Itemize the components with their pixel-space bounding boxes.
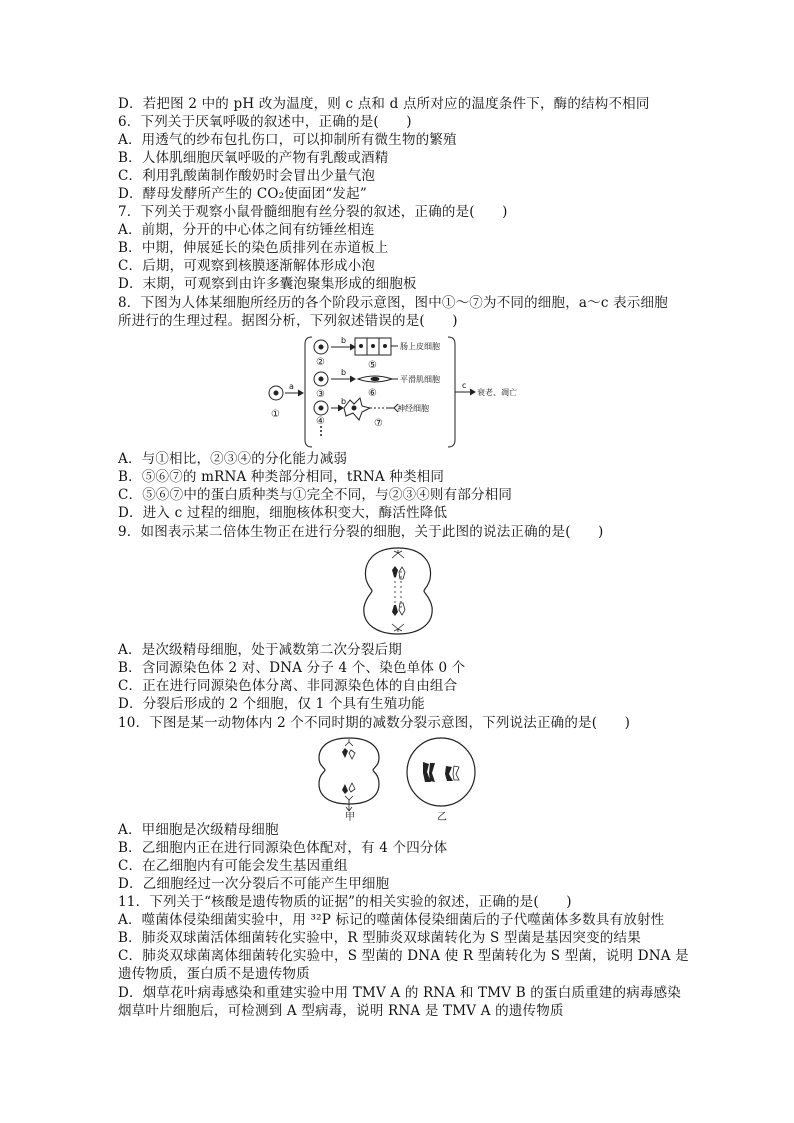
label-c: c <box>462 381 467 390</box>
q10-option-a: A．甲细胞是次级精母细胞 <box>118 822 279 838</box>
q6-stem: 6．下列关于厌氧呼吸的叙述中，正确的是( ) <box>118 114 412 130</box>
label-b-2: b <box>341 368 347 377</box>
label-cell-4: ④ <box>316 416 325 427</box>
q8-option-d: D．进入 c 过程的细胞，细胞核体积变大，酶活性降低 <box>118 505 448 521</box>
q11-stem: 11．下列关于“核酸是遗传物质的证据”的相关实验的叙述，正确的是( ) <box>118 894 572 910</box>
q10-option-c: C．在乙细胞内有可能会发生基因重组 <box>118 858 348 874</box>
q6-option-b: B．人体肌细胞厌氧呼吸的产物有乳酸或酒精 <box>118 150 389 166</box>
label-cell-2: ② <box>316 357 325 368</box>
q11-option-d-line2: 烟草叶片细胞后，可检测到 A 型病毒，说明 RNA 是 TMV A 的遗传物质 <box>118 1003 564 1019</box>
left-brace <box>305 337 312 447</box>
q9-option-b: B．含同源染色体 2 对、DNA 分子 4 个、染色单体 0 个 <box>118 660 466 676</box>
label-cell-3: ③ <box>316 389 325 400</box>
chromosome-3 <box>392 605 398 616</box>
q8-stem-line1: 8．下图为人体某细胞所经历的各个阶段示意图，图中①～⑦为不同的细胞，a～c 表示细胞 <box>118 295 668 311</box>
q11-option-c-line1: C．肺炎双球菌离体细菌转化实验中，S 型菌的 DNA 使 R 型菌转化为 S 型菌，说明 DNA 是 <box>118 948 689 964</box>
label-nerve-cell: 神经细胞 <box>397 404 429 413</box>
label-cell-5: ⑤ <box>368 360 377 371</box>
q10-meiosis-diagram <box>307 736 487 822</box>
label-a: a <box>289 382 294 391</box>
q10-option-b: B．乙细胞内正在进行同源染色体配对，有 4 个四分体 <box>118 840 448 856</box>
q7-option-d: D．末期，可观察到由许多囊泡聚集形成的细胞板 <box>118 276 417 292</box>
cell-membrane <box>364 548 432 634</box>
label-b-1: b <box>341 336 347 345</box>
q11-option-a: A．噬菌体侵染细菌实验中，用 ³²P 标记的噬菌体侵染细菌后的子代噬菌体多数具有放射性 <box>118 912 665 928</box>
q7-option-b: B．中期，伸展延长的染色质排列在赤道板上 <box>118 240 389 256</box>
q9-option-a: A．是次级精母细胞，处于减数第二次分裂后期 <box>118 642 402 658</box>
label-yi: 乙 <box>437 812 447 822</box>
label-cell-6: ⑥ <box>368 388 377 399</box>
q9-stem: 9．如图表示某二倍体生物正在进行分裂的细胞，关于此图的说法正确的是( ) <box>118 524 604 540</box>
label-jia: 甲 <box>345 812 355 822</box>
q9-option-c: C．正在进行同源染色体分离、非同源染色体的自由组合 <box>118 678 458 694</box>
q6-option-a: A．用透气的纱布包扎伤口，可以抑制所有微生物的繁殖 <box>118 132 457 148</box>
label-cell-1: ① <box>271 409 280 420</box>
q8-cell-differentiation-diagram <box>262 334 532 448</box>
q7-option-a: A．前期，分开的中心体之间有纺锤丝相连 <box>118 222 375 238</box>
q6-option-c: C．利用乳酸菌制作酸奶时会冒出少量气泡 <box>118 168 376 184</box>
q9-dividing-cell-diagram <box>358 545 438 637</box>
q7-stem: 7．下列关于观察小鼠骨髓细胞有丝分裂的叙述，正确的是( ) <box>118 204 508 220</box>
label-aging-apoptosis: 衰老、凋亡 <box>477 388 517 397</box>
q11-option-b: B．肺炎双球菌活体细菌转化实验中，R 型肺炎双球菌转化为 S 型菌是基因突变的结果 <box>118 930 641 946</box>
q9-option-d: D．分裂后形成的 2 个细胞，仅 1 个具有生殖功能 <box>118 696 425 712</box>
label-intestinal-epithelial: 肠上皮细胞 <box>400 342 440 351</box>
chromosome-1 <box>392 566 398 577</box>
q8-option-c: C．⑤⑥⑦中的蛋白质种类与①完全不同，与②③④则有部分相同 <box>118 487 513 503</box>
q6-option-d: D．酵母发酵所产生的 CO₂使面团“发起” <box>118 186 367 202</box>
chromosome-2 <box>399 567 405 579</box>
label-smooth-muscle: 平滑肌细胞 <box>400 375 440 384</box>
q11-option-d-line1: D．烟草花叶病毒感染和重建实验中用 TMV A 的 RNA 和 TMV B 的蛋白质重建的病毒感染 <box>118 985 682 1001</box>
q5-option-d: D．若把图 2 中的 pH 改为温度，则 c 点和 d 点所对应的温度条件下，酶的结构不相同 <box>118 96 650 112</box>
q7-option-c: C．后期，可观察到核膜逐渐解体形成小泡 <box>118 258 376 274</box>
cell-jia <box>319 738 379 804</box>
q10-stem: 10．下图是某一动物体内 2 个不同时期的减数分裂示意图，下列说法正确的是( ) <box>118 715 631 731</box>
label-cell-7: ⑦ <box>374 418 383 429</box>
cell-1-nucleus <box>274 391 278 395</box>
right-brace <box>448 337 455 447</box>
q8-option-b: B．⑤⑥⑦的 mRNA 种类部分相同，tRNA 种类相同 <box>118 469 445 485</box>
label-b-3: b <box>341 397 347 406</box>
cell-yi <box>407 738 475 806</box>
q8-stem-line2: 所进行的生理过程。据图分析，下列叙述错误的是( ) <box>118 313 458 329</box>
q11-option-c-line2: 遗传物质，蛋白质不是遗传物质 <box>118 966 310 982</box>
q10-option-d: D．乙细胞经过一次分裂后不可能产生甲细胞 <box>118 876 390 892</box>
chromosome-4 <box>399 603 405 615</box>
neuron <box>344 398 370 420</box>
q8-option-a: A．与①相比，②③④的分化能力减弱 <box>118 451 348 467</box>
